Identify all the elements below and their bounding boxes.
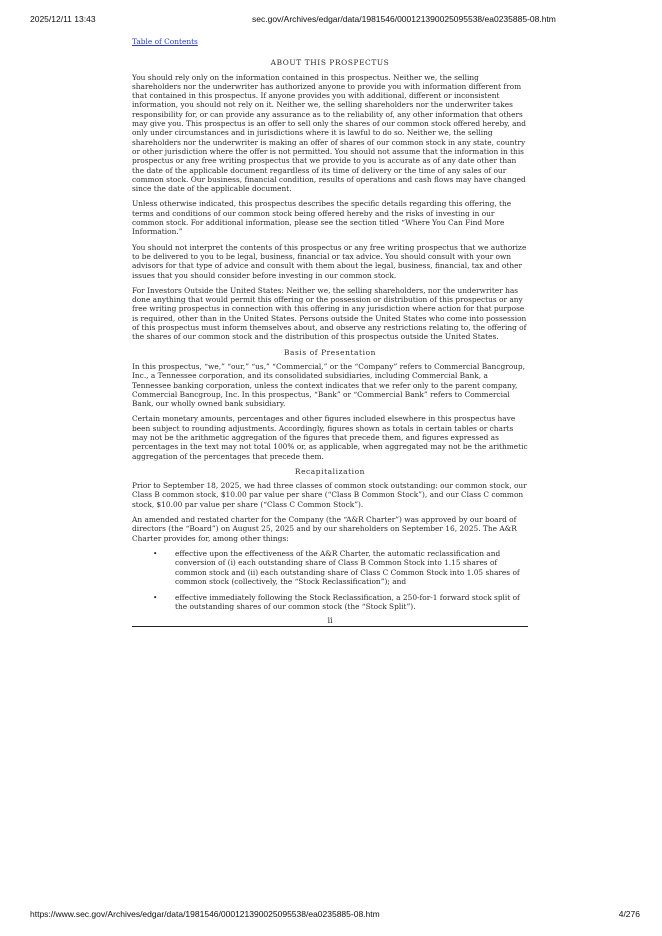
list-item xyxy=(132,549,528,586)
about-paragraph: You should not interpret the contents of this prospectus or any free writing prospectus that we authorize to be delivered to you to be legal, business, financial or tax advice. You should consult with your own advisors for that type of advice and consult with them about the legal, business, financial, tax and other issues that you should consider before investing in our common stock. xyxy=(132,242,527,280)
recap-paragraph: An amended and restated charter for the Company (the “A&R Charter”) was approved by our board of directors (the “Board”) on August 25, 2025 and by our shareholders on September 16, 2025. The A&R Charter provides for, among other things: xyxy=(132,515,517,543)
print-footer-url: https://www.sec.gov/Archives/edgar/data/1981546/000121390025095538/ea0235885-08.htm xyxy=(30,909,380,919)
recap-heading: Recapitalization xyxy=(294,466,366,476)
page-divider xyxy=(132,626,528,627)
bullet-text: effective immediately following the Stock Reclassification, a 250-for-1 forward stock split of the outstanding shares of our common stock (the “Stock Split”). xyxy=(175,593,520,612)
browser-print-footer xyxy=(30,909,640,919)
about-paragraph: You should rely only on the information contained in this prospectus. Neither we, the selling shareholders nor the underwriter has authorized anyone to provide you with information different from that contained in this prospectus. If anyone provides you with additional, different or inconsistent information, you should not rely on it. Neither we, the selling shareholders nor the underwriter takes responsibility for, or can provide any assurance as to the reliability of, any other information that others may give you. This prospectus is an offer to sell only the shares of our common stock offered hereby, and only under circumstances and in jurisdictions where it is lawful to do so. Neither we, the selling shareholders nor the underwriter is making an offer of shares of our common stock in any state, country or other jurisdiction where the offer is not permitted. You should not assume that the information in this prospectus or any free writing prospectus that we provide to you is accurate as of any date other than the date of the applicable document regardless of its time of delivery or the time of any sales of our common stock. Our business, financial condition, results of operations and cash flows may have changed since the date of the applicable document. xyxy=(132,72,526,194)
print-title-url: sec.gov/Archives/edgar/data/1981546/000121390025095538/ea0235885-08.htm xyxy=(252,14,556,24)
about-paragraph: Unless otherwise indicated, this prospectus describes the specific details regarding this offering, the terms and conditions of our common stock being offered hereby and the risks of investing in our common stock. For additional information, please see the section titled “Where You Can Find More Information.” xyxy=(132,199,512,237)
about-paragraph: For Investors Outside the United States: Neither we, the selling shareholders, nor the underwriter has done anything that would permit this offering or the possession or distribution of this prospectus or any free writing prospectus in connection with this offering in any jurisdiction where action for that purpose is required, other than in the United States. Persons outside the United States who come into possession of this prospectus must inform themselves about, and observe any restrictions relating to, the offering of the shares of our common stock and the distribution of this prospectus outside the United States. xyxy=(132,285,527,342)
list-item xyxy=(132,593,528,612)
print-page-count: 4/276 xyxy=(618,909,640,919)
page-number: ii xyxy=(327,615,333,625)
table-of-contents-link[interactable]: Table of Contents xyxy=(132,37,198,46)
recap-paragraph: Prior to September 18, 2025, we had three classes of common stock outstanding: our common stock, our Class B common stock, $10.00 par value per share (“Class B Common Stock”), and our Class C common stock, $10.00 par value per share (“Class C Common Stock”). xyxy=(132,481,527,509)
recap-bullet-list xyxy=(132,549,528,612)
basis-heading: Basis of Presentation xyxy=(284,347,376,357)
bullet-icon: • xyxy=(153,593,158,603)
bullet-text: effective upon the effectiveness of the A&R Charter, the automatic reclassification and conversion of (i) each outstanding share of Class B Common Stock into 1.15 shares of common stock and (ii) each outstanding share of Class C Common Stock into 1.05 shares of common stock (collectively, the “Stock Reclassification”); and xyxy=(175,548,520,586)
bullet-icon: • xyxy=(153,548,158,558)
about-heading: ABOUT THIS PROSPECTUS xyxy=(270,58,390,68)
prospectus-page xyxy=(132,37,528,627)
basis-paragraph: Certain monetary amounts, percentages and other figures included elsewhere in this prospectus have been subject to rounding adjustments. Accordingly, figures shown as totals in certain tables or charts may not be the arithmetic aggregation of the figures that precede them, and figures expressed as percentages in the text may not total 100% or, as applicable, when aggregated may not be the arithmetic aggregation of the percentages that precede them. xyxy=(132,414,528,461)
basis-paragraph: In this prospectus, “we,” “our,” “us,” “Commercial,” or the “Company” refers to Commercial Bancgroup, Inc., a Tennessee corporation, and its consolidated subsidiaries, including Commercial Bank, a Tennessee banking corporation, unless the context indicates that we refer only to the parent company, Commercial Bancgroup, Inc. In this prospectus, “Bank” or “Commercial Bank” refers to Commercial Bank, our wholly owned bank subsidiary. xyxy=(132,361,526,409)
print-timestamp: 2025/12/11 13:43 xyxy=(30,14,96,24)
